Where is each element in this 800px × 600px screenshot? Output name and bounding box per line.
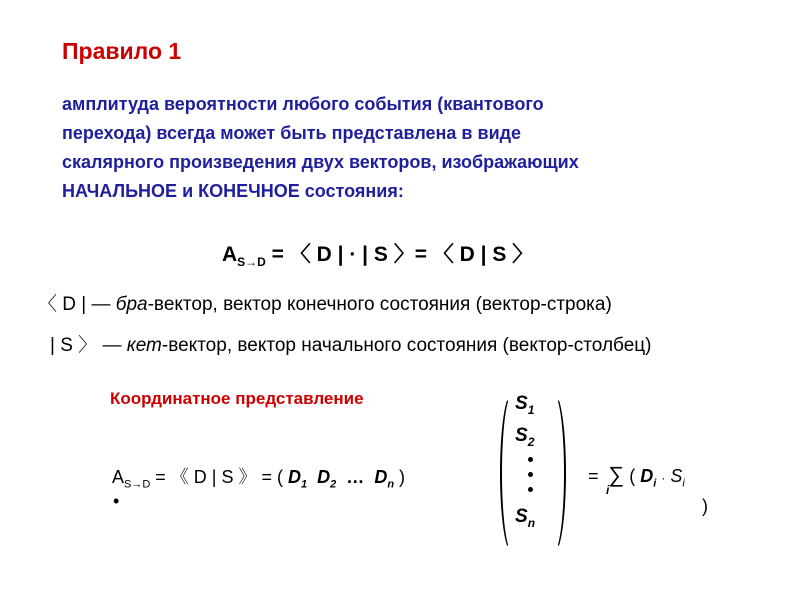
sum-open-paren: ( (629, 466, 641, 486)
paragraph-line: перехода) всегда может быть представлена в виде (62, 123, 522, 143)
inner-product-expression: = 〈 D | · | S 〉= 〈 D | S 〉 (265, 243, 534, 266)
column-dot (528, 487, 533, 492)
amplitude-subscript: S→D (237, 255, 266, 270)
column-element-1: $S_1$ (515, 393, 535, 417)
paragraph-line: НАЧАЛЬНОЕ и КОНЕЧНОЕ состояния: (62, 181, 404, 201)
row-close-paren: ) (394, 467, 406, 487)
amplitude-formula (222, 238, 533, 269)
sum-index: i (606, 483, 610, 497)
sum-d-term: $D_i$ (640, 466, 657, 490)
bra-description: -вектор, вектор конечного состояния (вектор-строка) (147, 294, 612, 315)
row-element-2: $D_2$ (317, 467, 337, 491)
amplitude-symbol: A (222, 243, 238, 266)
column-right-paren (542, 393, 566, 553)
rule-paragraph (62, 90, 762, 206)
sum-formula (588, 462, 685, 490)
column-element-2: $S_2$ (515, 425, 535, 449)
coordinate-heading: Координатное представление (110, 389, 364, 408)
row-ellipsis: … (346, 467, 365, 487)
sum-symbol: ∑ (608, 462, 625, 487)
column-dot (528, 472, 533, 477)
paragraph-line: скалярного произведения двух векторов, изображающих (62, 152, 579, 172)
column-element-n: $S_n$ (515, 506, 536, 530)
sum-close-paren: ) (702, 496, 708, 516)
coordinate-formula (112, 463, 405, 491)
ket-description: -вектор, вектор начального состояния (вектор-столбец) (161, 335, 652, 356)
row-element-n: $D_n$ (374, 467, 395, 491)
paragraph-line: амплитуда вероятности любого события (квантового (62, 94, 544, 114)
row-element-1: $D_1$ (288, 467, 308, 491)
equals-sign: = (588, 466, 599, 486)
bra-symbol: 〈 D | — (38, 294, 116, 315)
ket-symbol: | S 〉 — (50, 335, 127, 356)
multiply-dot: · (661, 471, 666, 485)
page-title: Правило 1 (62, 38, 182, 64)
amplitude-symbol: A (112, 467, 125, 487)
sum-s-term: $S_i$ (670, 466, 685, 490)
bra-term: бра (115, 294, 148, 315)
amplitude-subscript: S→D (124, 478, 151, 491)
ket-term: кет (126, 335, 162, 356)
bra-definition (38, 289, 612, 316)
bullet: • (113, 491, 120, 511)
ket-definition (50, 330, 651, 357)
column-dot (528, 457, 533, 462)
braket-expression: = 《 D | S 》 = ( (150, 467, 289, 487)
